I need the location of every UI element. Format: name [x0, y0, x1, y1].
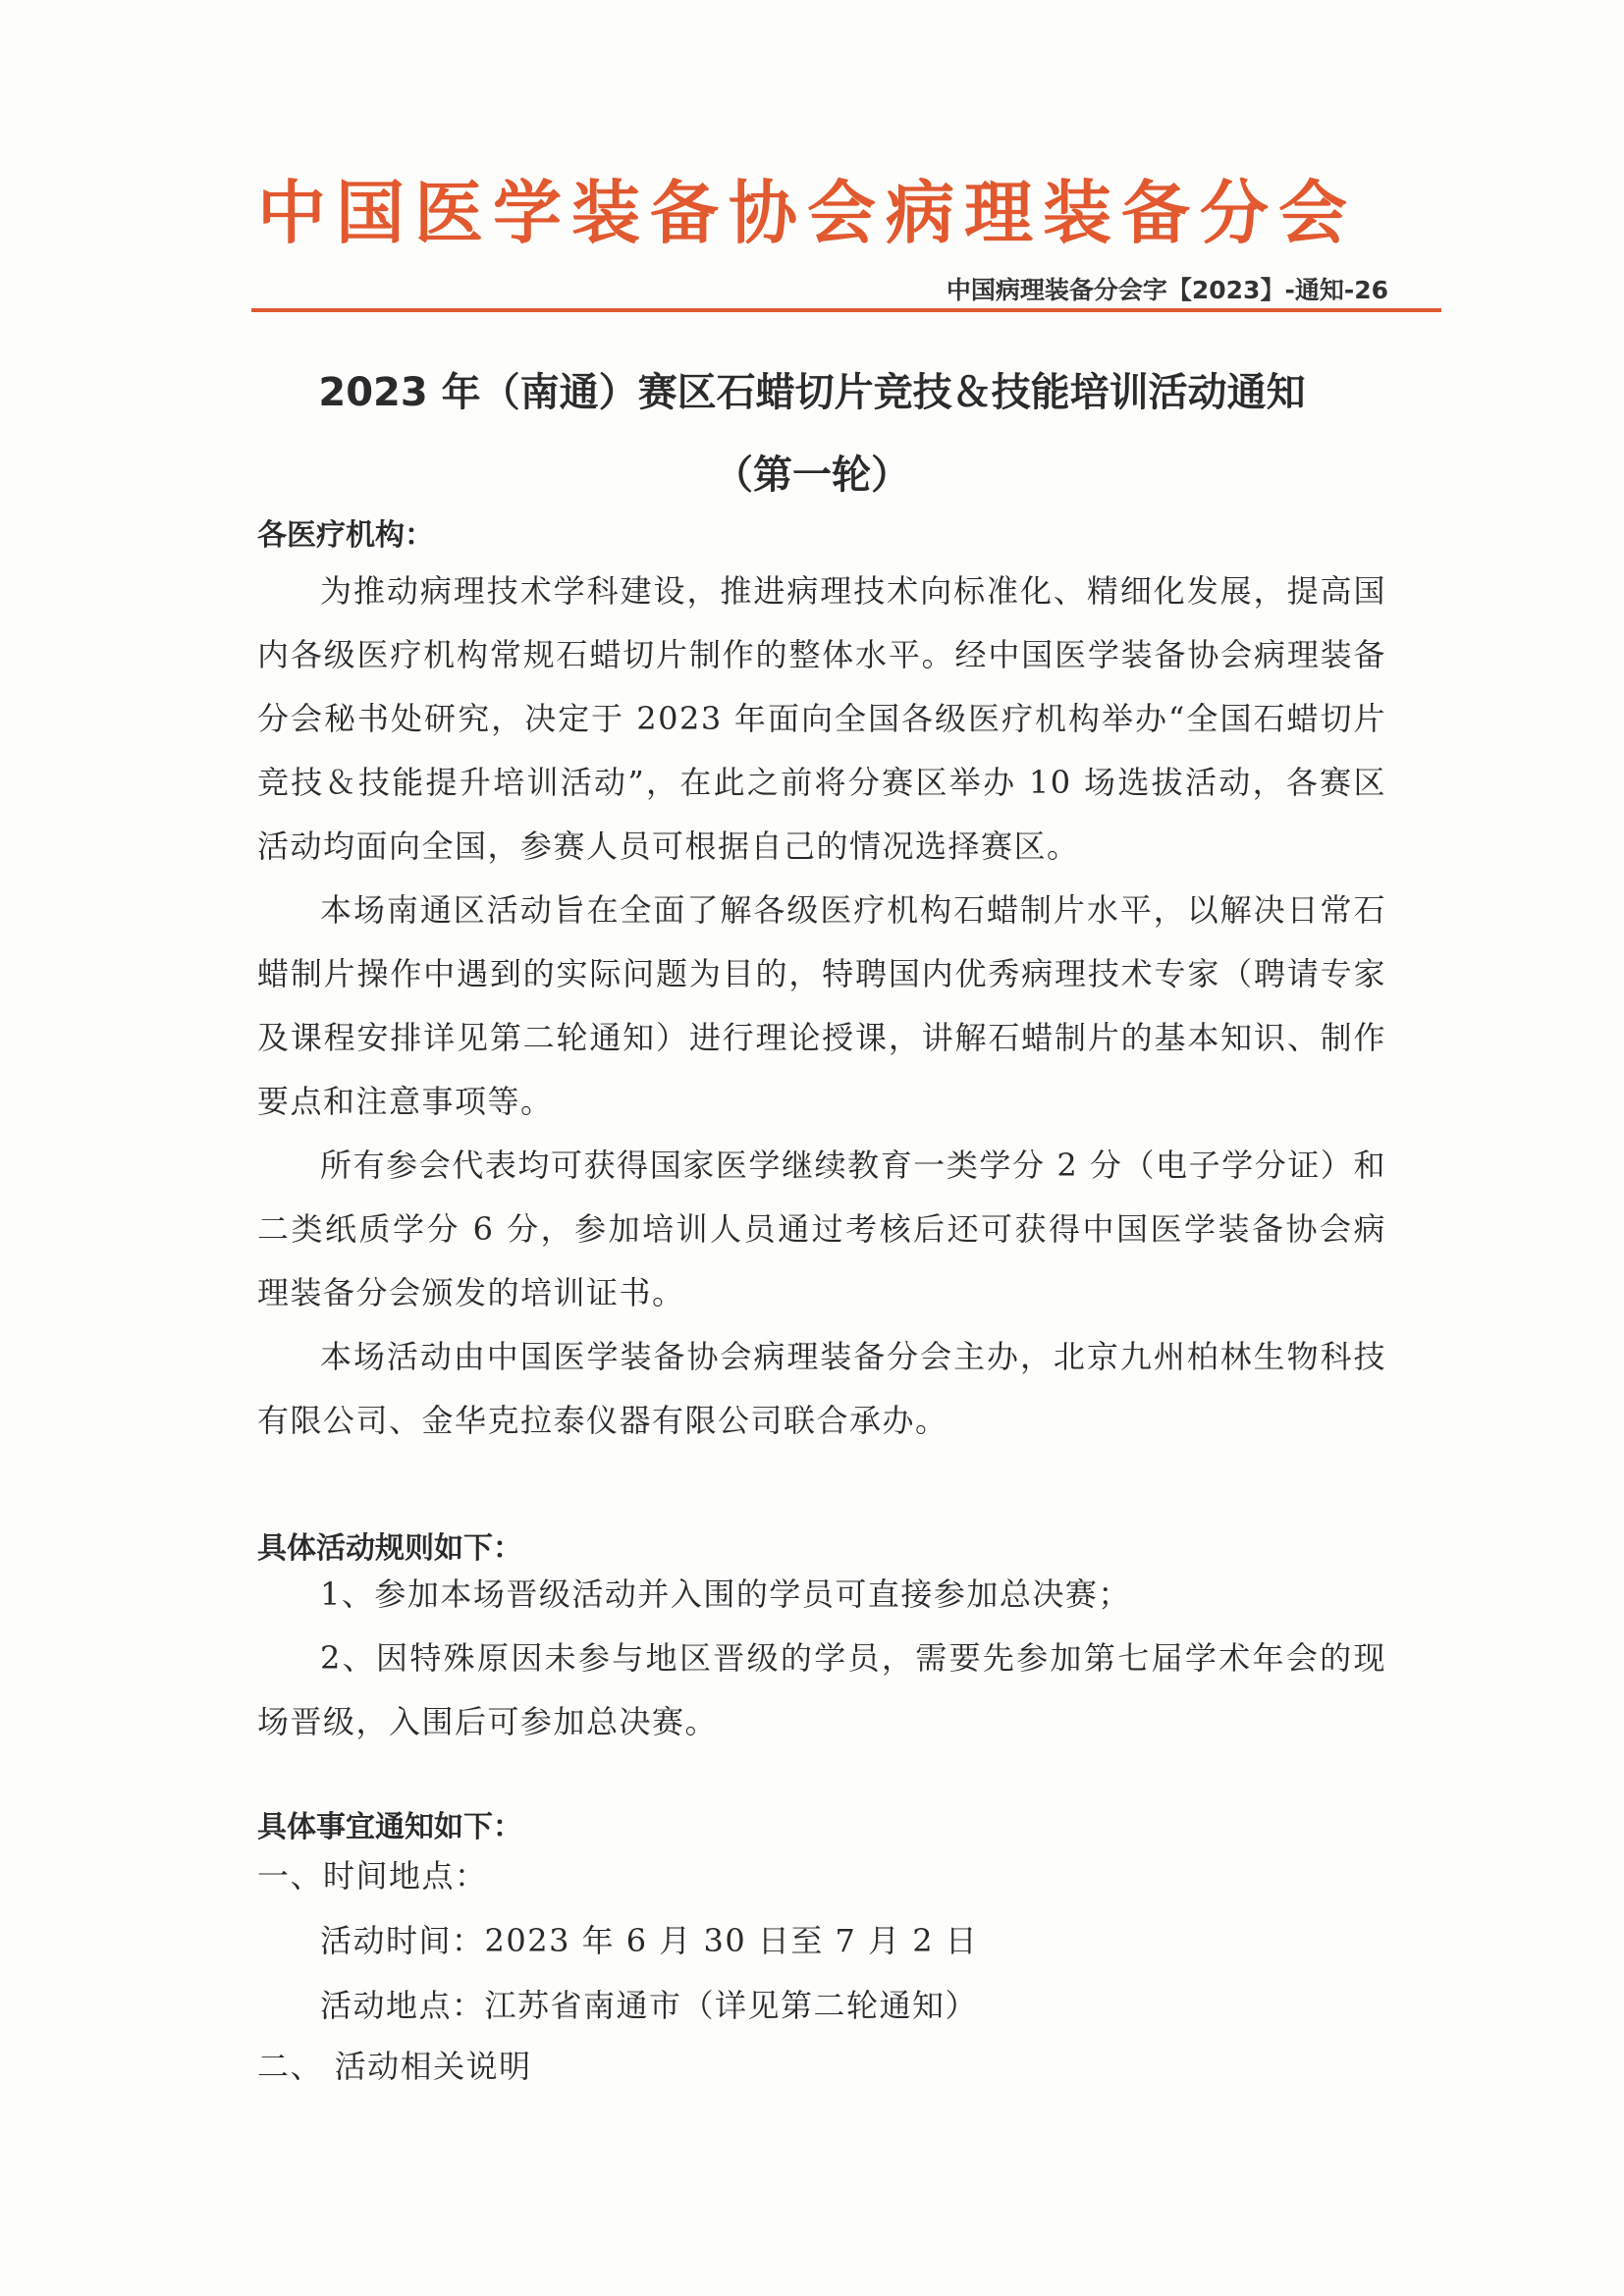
rules-list — [257, 1563, 1386, 1754]
matters-heading: 具体事宜通知如下： — [257, 1810, 522, 1844]
salutation: 各医疗机构： — [257, 518, 434, 553]
notice-subtitle: （第一轮） — [714, 453, 910, 498]
paragraph: 本场活动由中国医学装备协会病理装备分会主办，北京九州柏林生物科技有限公司、金华克拉泰仪器有限公司联合承办。 — [257, 1338, 1386, 1439]
activity-notes-heading: 二、 活动相关说明 — [257, 2048, 532, 2085]
activity-time: 活动时间：2023 年 6 月 30 日至 7 月 2 日 — [320, 1922, 979, 1959]
time-place-heading: 一、时间地点： — [257, 1857, 488, 1895]
rules-heading: 具体活动规则如下： — [257, 1531, 522, 1566]
notice-title: 2023 年（南通）赛区石蜡切片竞技＆技能培训活动通知 — [318, 370, 1306, 415]
letterhead-divider — [251, 308, 1441, 312]
paragraph: 为推动病理技术学科建设，推进病理技术向标准化、精细化发展，提高国内各级医疗机构常规石蜡切片制作的整体水平。经中国医学装备协会病理装备分会秘书处研究，决定于 2023 年面向全国各级医疗机构举办“全国石蜡切片竞技＆技能提升培训活动”，在此之前将分赛区举办 10 场选拔活动，各赛区活动均面向全国，参赛人员可根据自己的情况选择赛区。 — [257, 572, 1386, 865]
paragraph: 所有参会代表均可获得国家医学继续教育一类学分 2 分（电子学分证）和二类纸质学分 6 分，参加培训人员通过考核后还可获得中国医学装备协会病理装备分会颁发的培训证书。 — [257, 1147, 1386, 1311]
paragraph: 本场南通区活动旨在全面了解各级医疗机构石蜡制片水平，以解决日常石蜡制片操作中遇到的实际问题为目的，特聘国内优秀病理技术专家（聘请专家及课程安排详见第二轮通知）进行理论授课，讲解石蜡制片的基本知识、制作要点和注意事项等。 — [257, 891, 1386, 1120]
document-number: 中国病理装备分会字【2023】-通知-26 — [946, 276, 1388, 304]
rule-item: 2、因特殊原因未参与地区晋级的学员，需要先参加第七届学术年会的现场晋级，入围后可参加总决赛。 — [257, 1639, 1386, 1740]
activity-place: 活动地点：江苏省南通市（详见第二轮通知） — [320, 1987, 979, 2024]
notice-body — [257, 560, 1386, 1453]
org-letterhead-title: 中国医学装备协会病理装备分会 — [257, 173, 1357, 253]
rule-item: 1、参加本场晋级活动并入围的学员可直接参加总决赛； — [320, 1575, 1131, 1613]
